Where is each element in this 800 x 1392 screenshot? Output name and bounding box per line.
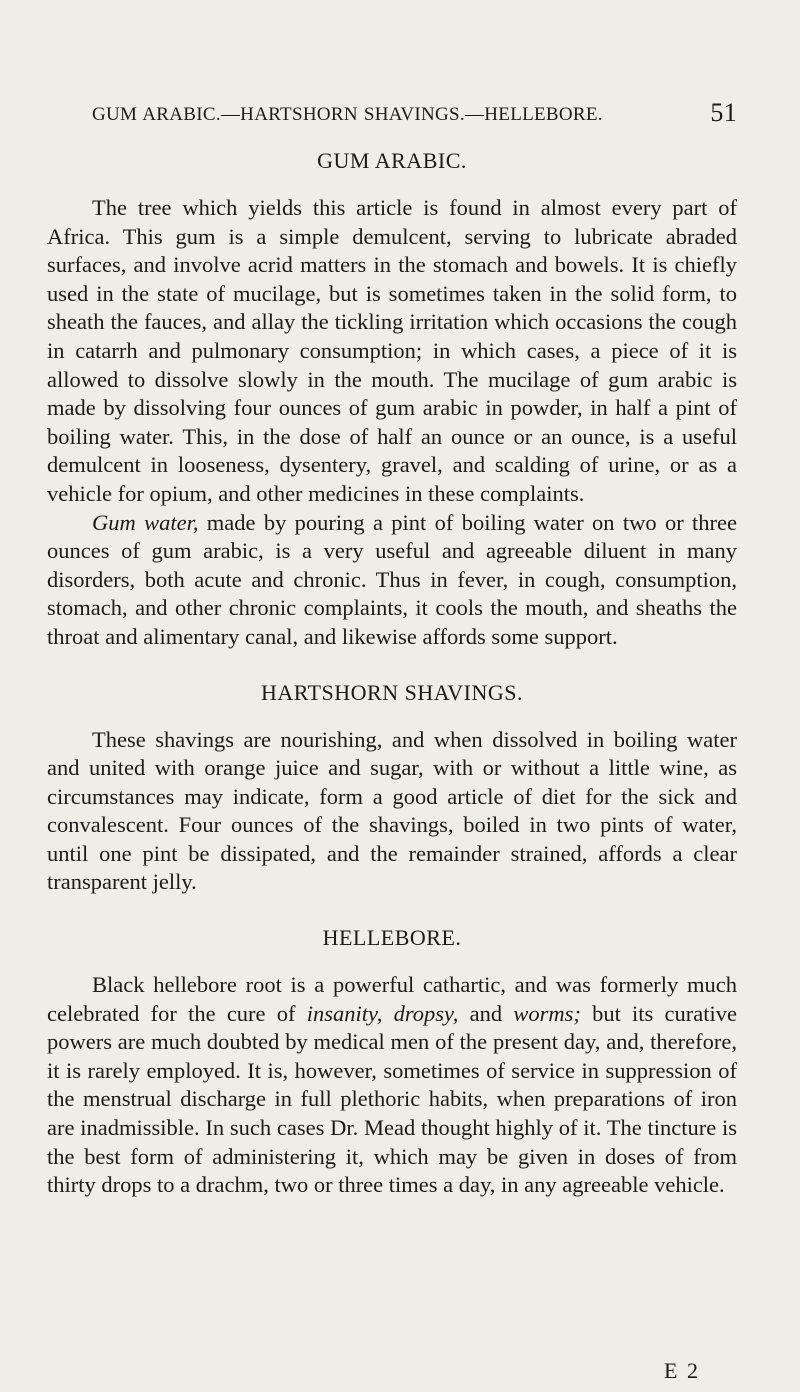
page-number: 51 xyxy=(710,98,737,127)
hellebore-text-b: and xyxy=(458,1000,514,1026)
hellebore-text-a: Black hellebore root is a powerful cathartic, and was formerly much celebrated for the cure of xyxy=(47,972,737,1026)
paragraph-gum-arabic-2-text: made by pouring a pint of boiling water on two or three ounces of gum arabic, is a very useful and agreeable diluent in many disorders, both acute and chronic. Thus in fever, in cough, consumption, stomach, and other chronic complaints, it cools the mouth, and sheaths the throat and alimentary canal, and likewise affords some support. xyxy=(47,509,737,649)
hellebore-text-c: but its curative powers are much doubted by medical men of the present day, and, therefore, it is rarely employed. It is, however, sometimes of service in suppression of the menstrual discharge in full plethoric habits, when preparations of iron are inadmissible. In such cases Dr. Mead thought highly of it. The tincture is the best form of administering it, which may be given in doses of from thirty drops to a drachm, two or three times a day, in any agreeable vehicle. xyxy=(47,1000,737,1198)
paragraph-gum-arabic-1: The tree which yields this article is found in almost every part of Africa. This gum is a simple demulcent, serving to lubricate abraded surfaces, and involve acrid matters in the stomach and bowels. It is chiefly used in the state of mucilage, but is sometimes taken in the solid form, to sheath the fauces, and allay the tickling irritation which occasions the cough in catarrh and pulmonary consumption; in which cases, a piece of it is allowed to dissolve slowly in the mouth. The mucilage of gum arabic is made by dissolving four ounces of gum arabic in powder, in half a pint of boiling water. This, in the dose of half an ounce or an ounce, is a useful demulcent in looseness, dysentery, gravel, and scalding of urine, or as a vehicle for opium, and other medicines in these complaints. xyxy=(47,195,737,506)
paragraph-hartshorn-1: These shavings are nourishing, and when dissolved in boiling water and united with orange juice and sugar, with or without a little wine, as circumstances may indicate, form a good article of diet for the sick and convalescent. Four ounces of the shavings, boiled in two pints of water, until one pint be dissipated, and the remainder strained, affords a clear transparent jelly. xyxy=(47,726,737,895)
running-head xyxy=(47,98,737,138)
signature-mark: E 2 xyxy=(664,1358,700,1383)
paragraph-hellebore-1 xyxy=(47,971,737,1200)
running-head-title: GUM ARABIC.—HARTSHORN SHAVINGS.—HELLEBORE. xyxy=(92,104,603,125)
term-worms: worms; xyxy=(513,1000,581,1026)
term-insanity-dropsy: insanity, dropsy, xyxy=(306,1000,459,1026)
book-page xyxy=(47,98,737,1200)
section-heading-hellebore: HELLEBORE. xyxy=(322,925,462,951)
paragraph-gum-arabic-2 xyxy=(47,509,737,652)
section-heading-hartshorn: HARTSHORN SHAVINGS. xyxy=(260,679,524,705)
section-heading-gum-arabic: GUM ARABIC. xyxy=(317,148,467,173)
term-gum-water: Gum water, xyxy=(92,509,199,535)
